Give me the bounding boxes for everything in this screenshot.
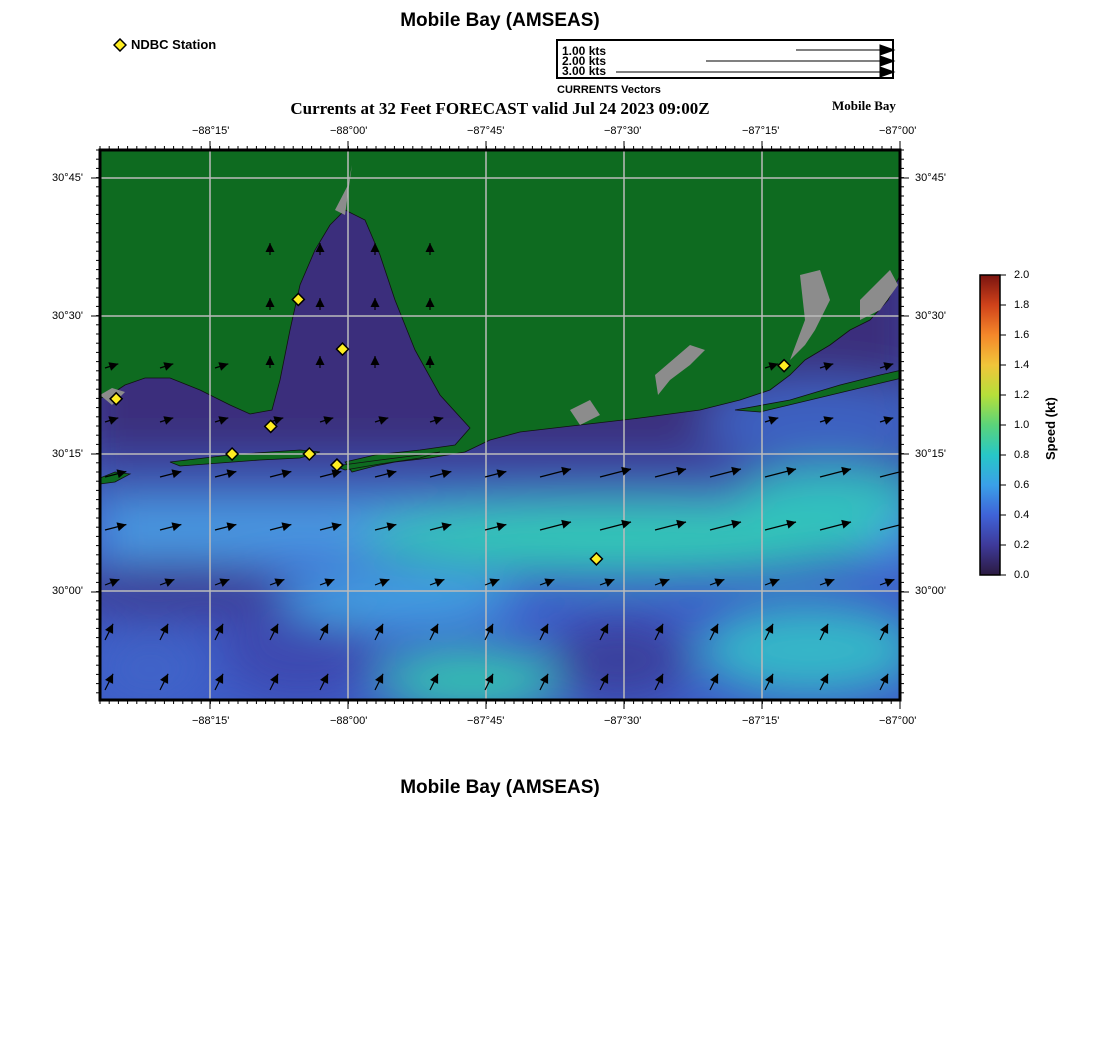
lat-tick-left: 30°15' — [52, 448, 83, 460]
colorbar-tick: 1.6 — [1014, 329, 1030, 341]
station-legend-label: NDBC Station — [131, 37, 217, 52]
lat-tick-right: 30°15' — [915, 448, 946, 460]
lat-tick-left: 30°45' — [52, 172, 83, 184]
lat-tick-left: 30°00' — [52, 585, 83, 597]
lon-tick-top: −87°45' — [467, 125, 505, 137]
lat-tick-right: 30°00' — [915, 585, 946, 597]
lon-tick-bottom: −87°45' — [467, 715, 505, 727]
colorbar-tick: 0.8 — [1014, 449, 1030, 461]
map-title: Mobile Bay (AMSEAS) — [400, 10, 600, 31]
colorbar-tick: 0.4 — [1014, 509, 1030, 521]
lon-tick-top: −87°00' — [879, 125, 917, 137]
lat-tick-right: 30°30' — [915, 310, 946, 322]
vector-scale-label-1: 1.00 kts — [562, 44, 607, 58]
colorbar-tick: 1.2 — [1014, 389, 1030, 401]
colorbar-tick: 0.0 — [1014, 569, 1030, 581]
colorbar-tick: 0.2 — [1014, 539, 1030, 551]
lon-tick-bottom: −87°15' — [742, 715, 780, 727]
lon-tick-top: −87°15' — [742, 125, 780, 137]
speed-field — [50, 130, 940, 710]
forecast-subtitle: Currents at 32 Feet FORECAST valid Jul 24 2023 09:00Z — [290, 99, 710, 118]
lon-tick-bottom: −87°00' — [879, 715, 917, 727]
lon-tick-bottom: −88°15' — [192, 715, 230, 727]
lon-tick-top: −88°15' — [192, 125, 230, 137]
region-name: Mobile Bay — [832, 98, 896, 113]
colorbar-tick: 1.0 — [1014, 419, 1030, 431]
lat-tick-right: 30°45' — [915, 172, 946, 184]
colorbar-tick: 0.6 — [1014, 479, 1030, 491]
lat-tick-left: 30°30' — [52, 310, 83, 322]
colorbar-tick: 1.8 — [1014, 299, 1030, 311]
vector-scale-label-2: 2.00 kts — [562, 54, 607, 68]
vector-caption: CURRENTS Vectors — [557, 84, 661, 96]
colorbar-tick: 2.0 — [1014, 269, 1030, 281]
colorbar-tick: 1.4 — [1014, 359, 1030, 371]
vector-scale-label-3: 3.00 kts — [562, 64, 607, 78]
footer-title: Mobile Bay (AMSEAS) — [400, 777, 600, 798]
lon-tick-bottom: −88°00' — [330, 715, 368, 727]
lon-tick-bottom: −87°30' — [604, 715, 642, 727]
lon-tick-top: −88°00' — [330, 125, 368, 137]
colorbar-title: Speed (kt) — [1043, 397, 1058, 460]
lon-tick-top: −87°30' — [604, 125, 642, 137]
